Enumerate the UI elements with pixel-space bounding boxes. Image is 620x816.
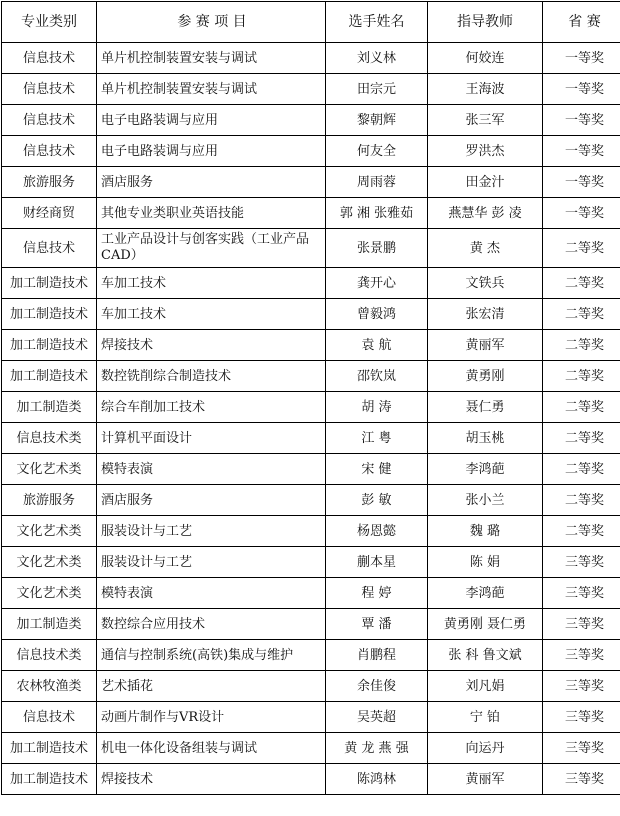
cell-teacher: 罗洪杰 xyxy=(428,136,543,167)
table-body xyxy=(2,43,620,795)
cell-major: 加工制造技术 xyxy=(2,299,97,330)
cell-player: 黎朝辉 xyxy=(326,105,428,136)
table-row xyxy=(2,516,620,547)
cell-player: 胡 涛 xyxy=(326,392,428,423)
table-row xyxy=(2,578,620,609)
cell-player: 何友全 xyxy=(326,136,428,167)
header-player: 选手姓名 xyxy=(326,2,428,43)
cell-award: 三等奖 xyxy=(543,547,620,578)
cell-player: 彭 敏 xyxy=(326,485,428,516)
cell-major: 信息技术 xyxy=(2,105,97,136)
cell-major: 文化艺术类 xyxy=(2,454,97,485)
cell-teacher: 黄丽军 xyxy=(428,764,543,795)
cell-award: 一等奖 xyxy=(543,105,620,136)
cell-major: 文化艺术类 xyxy=(2,547,97,578)
awards-table xyxy=(1,1,620,795)
cell-teacher: 宁 铂 xyxy=(428,702,543,733)
cell-player: 周雨蓉 xyxy=(326,167,428,198)
cell-award: 三等奖 xyxy=(543,733,620,764)
cell-teacher: 黄丽军 xyxy=(428,330,543,361)
cell-event: 酒店服务 xyxy=(97,485,326,516)
cell-player: 邵钦岚 xyxy=(326,361,428,392)
cell-event: 机电一体化设备组装与调试 xyxy=(97,733,326,764)
cell-award: 一等奖 xyxy=(543,198,620,229)
cell-major: 加工制造技术 xyxy=(2,268,97,299)
cell-teacher: 张小兰 xyxy=(428,485,543,516)
cell-event: 单片机控制装置安装与调试 xyxy=(97,74,326,105)
cell-player: 陈鸿林 xyxy=(326,764,428,795)
cell-player: 黄 龙 燕 强 xyxy=(326,733,428,764)
cell-award: 一等奖 xyxy=(543,43,620,74)
cell-event: 其他专业类职业英语技能 xyxy=(97,198,326,229)
table-row xyxy=(2,268,620,299)
cell-award: 三等奖 xyxy=(543,764,620,795)
cell-player: 江 粤 xyxy=(326,423,428,454)
cell-teacher: 何姣连 xyxy=(428,43,543,74)
table-row xyxy=(2,423,620,454)
header-major: 专业类别 xyxy=(2,2,97,43)
cell-player: 宋 健 xyxy=(326,454,428,485)
cell-event: 焊接技术 xyxy=(97,330,326,361)
table-row xyxy=(2,392,620,423)
cell-event: 车加工技术 xyxy=(97,299,326,330)
cell-teacher: 燕慧华 彭 凌 xyxy=(428,198,543,229)
cell-teacher: 张宏清 xyxy=(428,299,543,330)
cell-major: 加工制造类 xyxy=(2,609,97,640)
table-row xyxy=(2,609,620,640)
cell-major: 旅游服务 xyxy=(2,485,97,516)
cell-award: 二等奖 xyxy=(543,268,620,299)
cell-player: 龚开心 xyxy=(326,268,428,299)
cell-event: 服装设计与工艺 xyxy=(97,547,326,578)
table-row xyxy=(2,229,620,268)
cell-teacher: 刘凡娟 xyxy=(428,671,543,702)
cell-player: 肖鹏程 xyxy=(326,640,428,671)
header-event: 参 赛 项 目 xyxy=(97,2,326,43)
cell-major: 信息技术 xyxy=(2,136,97,167)
cell-event: 焊接技术 xyxy=(97,764,326,795)
table-row xyxy=(2,702,620,733)
cell-player: 曾毅鸿 xyxy=(326,299,428,330)
cell-major: 加工制造类 xyxy=(2,392,97,423)
cell-event: 数控铣削综合制造技术 xyxy=(97,361,326,392)
cell-award: 三等奖 xyxy=(543,702,620,733)
cell-player: 袁 航 xyxy=(326,330,428,361)
cell-award: 二等奖 xyxy=(543,516,620,547)
cell-event: 通信与控制系统(高铁)集成与维护 xyxy=(97,640,326,671)
cell-award: 二等奖 xyxy=(543,299,620,330)
cell-player: 吴英超 xyxy=(326,702,428,733)
cell-teacher: 李鸿葩 xyxy=(428,454,543,485)
table-row xyxy=(2,74,620,105)
cell-teacher: 田金汁 xyxy=(428,167,543,198)
table-row xyxy=(2,167,620,198)
cell-teacher: 胡玉桃 xyxy=(428,423,543,454)
cell-player: 余佳俊 xyxy=(326,671,428,702)
cell-major: 信息技术类 xyxy=(2,640,97,671)
cell-award: 二等奖 xyxy=(543,454,620,485)
cell-teacher: 陈 娟 xyxy=(428,547,543,578)
cell-major: 文化艺术类 xyxy=(2,516,97,547)
header-award: 省 赛 xyxy=(543,2,620,43)
table-row xyxy=(2,454,620,485)
cell-event: 艺术插花 xyxy=(97,671,326,702)
cell-award: 一等奖 xyxy=(543,167,620,198)
table-row xyxy=(2,547,620,578)
cell-event: 车加工技术 xyxy=(97,268,326,299)
cell-major: 信息技术类 xyxy=(2,423,97,454)
cell-award: 一等奖 xyxy=(543,136,620,167)
cell-major: 信息技术 xyxy=(2,702,97,733)
cell-teacher: 魏 璐 xyxy=(428,516,543,547)
table-row xyxy=(2,764,620,795)
cell-teacher: 向运丹 xyxy=(428,733,543,764)
cell-major: 信息技术 xyxy=(2,229,97,268)
cell-major: 信息技术 xyxy=(2,74,97,105)
cell-major: 农林牧渔类 xyxy=(2,671,97,702)
cell-teacher: 张三军 xyxy=(428,105,543,136)
cell-award: 二等奖 xyxy=(543,392,620,423)
cell-teacher: 黄勇刚 xyxy=(428,361,543,392)
cell-award: 三等奖 xyxy=(543,609,620,640)
table-row xyxy=(2,105,620,136)
cell-event: 服装设计与工艺 xyxy=(97,516,326,547)
cell-player: 程 婷 xyxy=(326,578,428,609)
cell-event: 电子电路装调与应用 xyxy=(97,105,326,136)
table-row xyxy=(2,43,620,74)
cell-teacher: 黄 杰 xyxy=(428,229,543,268)
cell-teacher: 张 科 鲁文斌 xyxy=(428,640,543,671)
table-row xyxy=(2,299,620,330)
cell-event: 单片机控制装置安装与调试 xyxy=(97,43,326,74)
cell-teacher: 文铁兵 xyxy=(428,268,543,299)
header-row xyxy=(2,2,620,43)
table-row xyxy=(2,640,620,671)
cell-event: 电子电路装调与应用 xyxy=(97,136,326,167)
cell-event: 模特表演 xyxy=(97,454,326,485)
table-row xyxy=(2,361,620,392)
table-row xyxy=(2,671,620,702)
cell-award: 三等奖 xyxy=(543,578,620,609)
cell-major: 财经商贸 xyxy=(2,198,97,229)
cell-teacher: 王海波 xyxy=(428,74,543,105)
cell-event: 计算机平面设计 xyxy=(97,423,326,454)
cell-player: 覃 潘 xyxy=(326,609,428,640)
cell-player: 杨恩懿 xyxy=(326,516,428,547)
cell-teacher: 黄勇刚 聂仁勇 xyxy=(428,609,543,640)
cell-award: 一等奖 xyxy=(543,74,620,105)
cell-major: 加工制造技术 xyxy=(2,330,97,361)
cell-player: 蒯本星 xyxy=(326,547,428,578)
cell-major: 信息技术 xyxy=(2,43,97,74)
cell-event: 模特表演 xyxy=(97,578,326,609)
cell-teacher: 聂仁勇 xyxy=(428,392,543,423)
cell-award: 三等奖 xyxy=(543,671,620,702)
table-row xyxy=(2,485,620,516)
table-row xyxy=(2,136,620,167)
cell-event: 综合车削加工技术 xyxy=(97,392,326,423)
cell-award: 二等奖 xyxy=(543,361,620,392)
cell-player: 郭 湘 张雅茹 xyxy=(326,198,428,229)
cell-award: 三等奖 xyxy=(543,640,620,671)
header-teacher: 指导教师 xyxy=(428,2,543,43)
cell-award: 二等奖 xyxy=(543,229,620,268)
cell-teacher: 李鸿葩 xyxy=(428,578,543,609)
cell-major: 加工制造技术 xyxy=(2,764,97,795)
table-row xyxy=(2,330,620,361)
cell-award: 二等奖 xyxy=(543,423,620,454)
cell-major: 旅游服务 xyxy=(2,167,97,198)
cell-major: 加工制造技术 xyxy=(2,361,97,392)
cell-event: 酒店服务 xyxy=(97,167,326,198)
cell-award: 二等奖 xyxy=(543,485,620,516)
cell-event: 工业产品设计与创客实践（工业产品CAD） xyxy=(97,229,326,268)
cell-major: 加工制造技术 xyxy=(2,733,97,764)
cell-player: 田宗元 xyxy=(326,74,428,105)
cell-event: 动画片制作与VR设计 xyxy=(97,702,326,733)
cell-player: 刘义林 xyxy=(326,43,428,74)
table-row xyxy=(2,733,620,764)
cell-event: 数控综合应用技术 xyxy=(97,609,326,640)
cell-player: 张景鹏 xyxy=(326,229,428,268)
cell-major: 文化艺术类 xyxy=(2,578,97,609)
table-row xyxy=(2,198,620,229)
cell-award: 二等奖 xyxy=(543,330,620,361)
